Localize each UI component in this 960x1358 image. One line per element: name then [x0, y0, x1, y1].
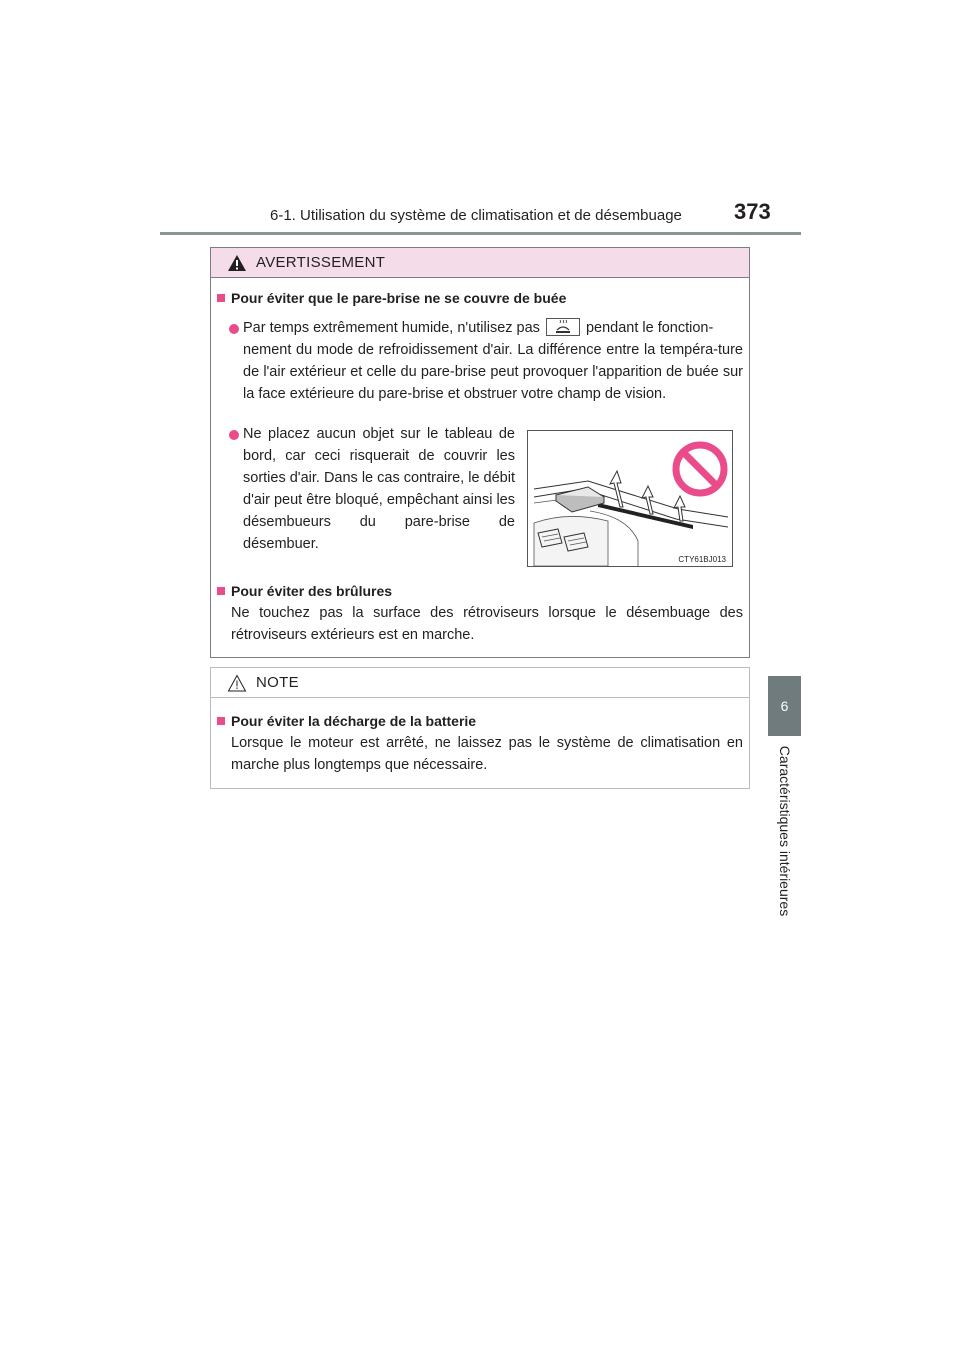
warning-item1-line1	[243, 317, 743, 339]
note-header	[211, 668, 749, 698]
warning-triangle-icon	[227, 254, 247, 272]
section-square-icon	[217, 717, 225, 725]
warning-item1-before: Par temps extrêmement humide, n'utilisez pas	[243, 320, 540, 336]
caution-triangle-icon	[227, 674, 247, 692]
bullet-icon	[229, 324, 239, 334]
warning-section2-title	[217, 583, 392, 599]
section-square-icon	[217, 587, 225, 595]
chapter-tab-number: 6	[768, 676, 801, 736]
page-number: 373	[734, 199, 771, 224]
warning-section1-title	[217, 290, 566, 306]
warning-header	[211, 248, 749, 278]
warning-label: AVERTISSEMENT	[256, 254, 386, 271]
dashboard-drawing	[528, 431, 732, 566]
note-section1-text: Lorsque le moteur est arrêté, ne laissez pas le système de climatisation en marche plus longtemps que nécessaire.	[231, 735, 743, 773]
warning-item1-after: pendant le fonction-	[585, 320, 714, 336]
chapter-tab-label	[768, 736, 801, 926]
note-box	[210, 667, 750, 789]
warning-section2-text: Ne touchez pas la surface des rétroviseurs lorsque le désembuage des rétroviseurs extérieurs est en marche.	[231, 605, 743, 643]
figure-code: CTY61BJ013	[678, 555, 726, 564]
warning-item1-rest: nement du mode de refroidissement d'air. La différence entre la tempéra-ture de l'air extérieur et celle du pare-brise peut provoquer l'apparition de buée sur la face extérieure du pare-brise et obstruer votre champ de vision.	[243, 342, 743, 402]
warning-item2-text: Ne placez aucun objet sur le tableau de bord, car ceci risquerait de couvrir les sorties d'air. Dans le cas contraire, le débit d'air peut être bloqué, empêchant ainsi les désembueurs du pare-brise de désembuer.	[243, 426, 515, 552]
section-header-title: 6-1. Utilisation du système de climatisation et de désembuage	[270, 207, 682, 224]
warning-box	[210, 247, 750, 658]
section-square-icon	[217, 294, 225, 302]
bullet-icon	[229, 430, 239, 440]
chapter-tab-label-text: Caractéristiques intérieures	[776, 745, 793, 917]
header-rule	[160, 232, 801, 235]
front-defroster-icon	[546, 318, 580, 336]
note-section1-title-text: Pour éviter la décharge de la batterie	[231, 713, 477, 729]
dashboard-illustration	[527, 430, 733, 567]
warning-section1-title-text: Pour éviter que le pare-brise ne se couvre de buée	[231, 290, 567, 306]
note-label: NOTE	[256, 674, 299, 691]
warning-section2-title-text: Pour éviter des brûlures	[231, 583, 393, 599]
note-section1-title	[217, 713, 476, 729]
